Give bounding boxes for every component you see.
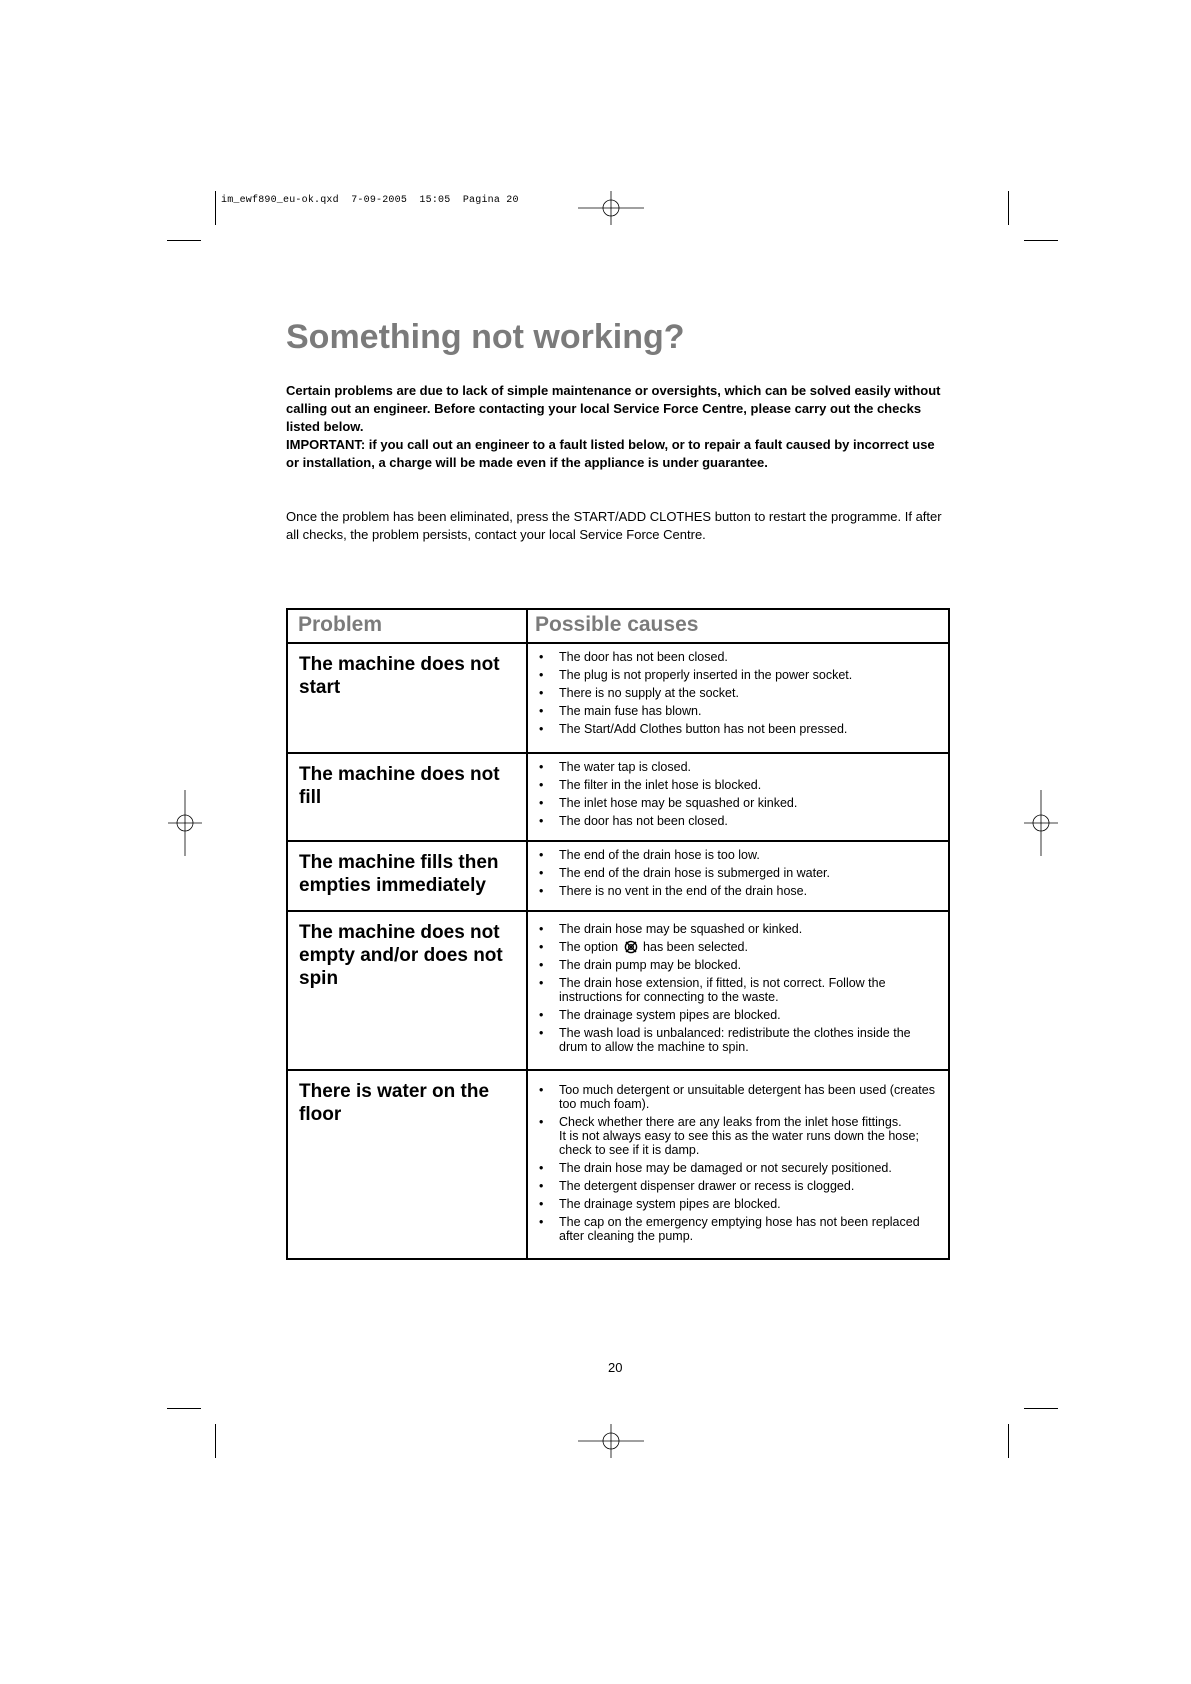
table-row xyxy=(287,1070,949,1259)
intro-paragraph: Certain problems are due to lack of simple maintenance or oversights, which can be solved easily without calling out an engineer. Before contacting your local Service Force Centre, please carry out the checks listed below. xyxy=(286,383,941,434)
cause-item: • The filter in the inlet hose is blocked. xyxy=(535,778,940,792)
registration-mark-top xyxy=(578,191,644,225)
cause-item: • The end of the drain hose is too low. xyxy=(535,848,940,862)
registration-mark-bottom xyxy=(578,1424,644,1458)
problem-cell: The machine fills then empties immediately xyxy=(287,841,527,911)
cause-item: • The main fuse has blown. xyxy=(535,704,940,718)
cause-text: The option xyxy=(559,940,619,954)
page-title: Something not working? xyxy=(286,318,685,356)
cause-item: • The door has not been closed. xyxy=(535,814,940,828)
cause-item xyxy=(535,940,940,954)
cause-item: • The drain hose may be damaged or not securely positioned. xyxy=(535,1161,940,1175)
crop-mark-bottom-right-h xyxy=(1024,1408,1058,1409)
no-spin-icon xyxy=(624,940,638,954)
cause-item: • The Start/Add Clothes button has not been pressed. xyxy=(535,722,940,736)
cause-item: • The end of the drain hose is submerged in water. xyxy=(535,866,940,880)
cause-text: Check whether there are any leaks from the inlet hose fittings. xyxy=(559,1115,902,1129)
cause-item: • The drainage system pipes are blocked. xyxy=(535,1008,940,1022)
important-notice: IMPORTANT: if you call out an engineer to a fault listed below, or to repair a fault caused by incorrect use or installation, a charge will be made even if the appliance is under guarantee. xyxy=(286,437,935,470)
registration-mark-left xyxy=(168,790,202,856)
cause-item: • The drainage system pipes are blocked. xyxy=(535,1197,940,1211)
crop-mark-top-right-v xyxy=(1008,191,1009,225)
crop-mark-top-left-v xyxy=(215,191,216,225)
table-header-row xyxy=(287,609,949,643)
cause-item: • The cap on the emergency emptying hose has not been replaced after cleaning the pump. xyxy=(535,1215,940,1243)
causes-cell xyxy=(527,841,949,911)
registration-mark-right xyxy=(1024,790,1058,856)
header-possible-causes: Possible causes xyxy=(527,609,949,643)
crop-mark-bottom-right-v xyxy=(1008,1424,1009,1458)
cause-item: • The wash load is unbalanced: redistribute the clothes inside the drum to allow the machine to spin. xyxy=(535,1026,940,1054)
page-number: 20 xyxy=(608,1360,623,1375)
causes-cell xyxy=(527,643,949,753)
cause-item xyxy=(535,1115,940,1157)
table-row xyxy=(287,753,949,841)
cause-item: • The drain pump may be blocked. xyxy=(535,958,940,972)
problem-cell: There is water on the floor xyxy=(287,1070,527,1259)
table-row xyxy=(287,841,949,911)
cause-item: • There is no vent in the end of the drain hose. xyxy=(535,884,940,898)
crop-mark-top-right-h xyxy=(1024,240,1058,241)
problem-cell: The machine does not empty and/or does not spin xyxy=(287,911,527,1070)
cause-item: • The water tap is closed. xyxy=(535,760,940,774)
problem-cell: The machine does not fill xyxy=(287,753,527,841)
cause-text: It is not always easy to see this as the water runs down the hose; check to see if it is damp. xyxy=(559,1129,919,1157)
causes-cell xyxy=(527,1070,949,1259)
header-problem: Problem xyxy=(287,609,527,643)
cause-item: • The drain hose may be squashed or kinked. xyxy=(535,922,940,936)
causes-cell xyxy=(527,753,949,841)
cause-item: • The plug is not properly inserted in the power socket. xyxy=(535,668,940,682)
crop-mark-bottom-left-h xyxy=(167,1408,201,1409)
cause-item: • The detergent dispenser drawer or recess is clogged. xyxy=(535,1179,940,1193)
table-row xyxy=(287,643,949,753)
troubleshooting-table xyxy=(286,608,950,1260)
cause-text: has been selected. xyxy=(643,940,748,954)
cause-item: • There is no supply at the socket. xyxy=(535,686,940,700)
intro-text xyxy=(286,382,946,472)
cause-item: • The inlet hose may be squashed or kinked. xyxy=(535,796,940,810)
print-slug: im_ewf890_eu-ok.qxd 7-09-2005 15:05 Pagina 20 xyxy=(221,195,519,206)
crop-mark-top-left-h xyxy=(167,240,201,241)
crop-mark-bottom-left-v xyxy=(215,1424,216,1458)
causes-cell xyxy=(527,911,949,1070)
cause-item: • The drain hose extension, if fitted, is not correct. Follow the instructions for connecting to the waste. xyxy=(535,976,940,1004)
cause-item: • Too much detergent or unsuitable detergent has been used (creates too much foam). xyxy=(535,1083,940,1111)
problem-cell: The machine does not start xyxy=(287,643,527,753)
table-row xyxy=(287,911,949,1070)
restart-note: Once the problem has been eliminated, press the START/ADD CLOTHES button to restart the programme. If after all checks, the problem persists, contact your local Service Force Centre. xyxy=(286,509,942,542)
cause-item: • The door has not been closed. xyxy=(535,650,940,664)
